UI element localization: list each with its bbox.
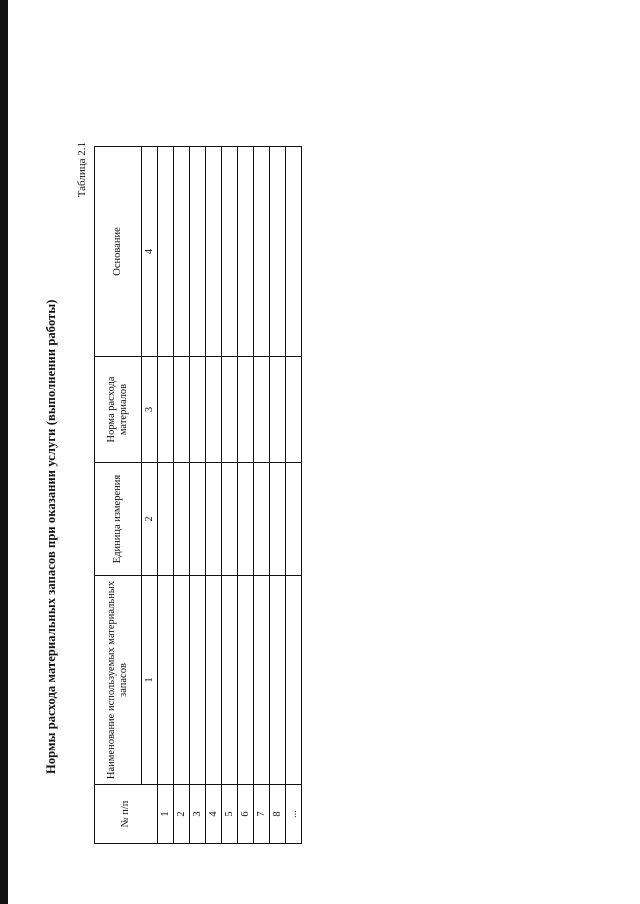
- table-cell: [238, 576, 254, 785]
- row-number: 6: [238, 785, 254, 844]
- table-cell: [190, 463, 206, 576]
- header-basis: Основание: [95, 147, 142, 357]
- table-cell: [270, 147, 286, 357]
- column-number: 3: [142, 357, 158, 463]
- table-cell: [174, 463, 190, 576]
- table-cell: [206, 576, 222, 785]
- table-cell: [286, 147, 302, 357]
- column-number: 4: [142, 147, 158, 357]
- table-row: [286, 147, 302, 844]
- table-cell: [206, 147, 222, 357]
- table-cell: [286, 576, 302, 785]
- column-number-row: [142, 147, 158, 844]
- table-row: [238, 147, 254, 844]
- table-cell: [158, 147, 174, 357]
- table-row: [158, 147, 174, 844]
- row-number: 3: [190, 785, 206, 844]
- row-number: 4: [206, 785, 222, 844]
- table-cell: [254, 147, 270, 357]
- table-header-row: [95, 147, 142, 844]
- document-title: Нормы расхода материальных запасов при оказании услуги (выполнении работы): [44, 299, 58, 774]
- table-cell: [254, 357, 270, 463]
- table-cell: [238, 463, 254, 576]
- table-row: [270, 147, 286, 844]
- table-cell: [222, 463, 238, 576]
- table-cell: [270, 576, 286, 785]
- row-number: 5: [222, 785, 238, 844]
- table-cell: [222, 357, 238, 463]
- table-cell: [286, 463, 302, 576]
- table-cell: [254, 463, 270, 576]
- table-row: [254, 147, 270, 844]
- table-cell: [206, 357, 222, 463]
- table-cell: [270, 463, 286, 576]
- header-row-number: № п/п: [95, 785, 158, 844]
- table-row: [174, 147, 190, 844]
- header-consumption-norm: Норма расхода материалов: [95, 357, 142, 463]
- table-cell: [222, 147, 238, 357]
- column-number: 1: [142, 576, 158, 785]
- table-row: [206, 147, 222, 844]
- table-cell: [174, 576, 190, 785]
- table-cell: [238, 357, 254, 463]
- column-number: 2: [142, 463, 158, 576]
- header-material-name: Наименование используемых материальных запасов: [95, 576, 142, 785]
- table-cell: [238, 147, 254, 357]
- table-cell: [206, 463, 222, 576]
- table-cell: [174, 357, 190, 463]
- table-cell: [190, 357, 206, 463]
- table-cell: [190, 576, 206, 785]
- norms-table: [94, 146, 302, 844]
- table-caption: Таблица 2.1: [76, 142, 88, 198]
- row-number: 2: [174, 785, 190, 844]
- row-number: 1: [158, 785, 174, 844]
- table-row: [222, 147, 238, 844]
- row-number: 7: [254, 785, 270, 844]
- table-cell: [158, 357, 174, 463]
- table-cell: [254, 576, 270, 785]
- table-cell: [158, 576, 174, 785]
- row-number: ...: [286, 785, 302, 844]
- table-row: [190, 147, 206, 844]
- table-cell: [270, 357, 286, 463]
- header-unit: Единица измерения: [95, 463, 142, 576]
- table-cell: [190, 147, 206, 357]
- row-number: 8: [270, 785, 286, 844]
- table-cell: [222, 576, 238, 785]
- table-cell: [174, 147, 190, 357]
- table-cell: [158, 463, 174, 576]
- table-cell: [286, 357, 302, 463]
